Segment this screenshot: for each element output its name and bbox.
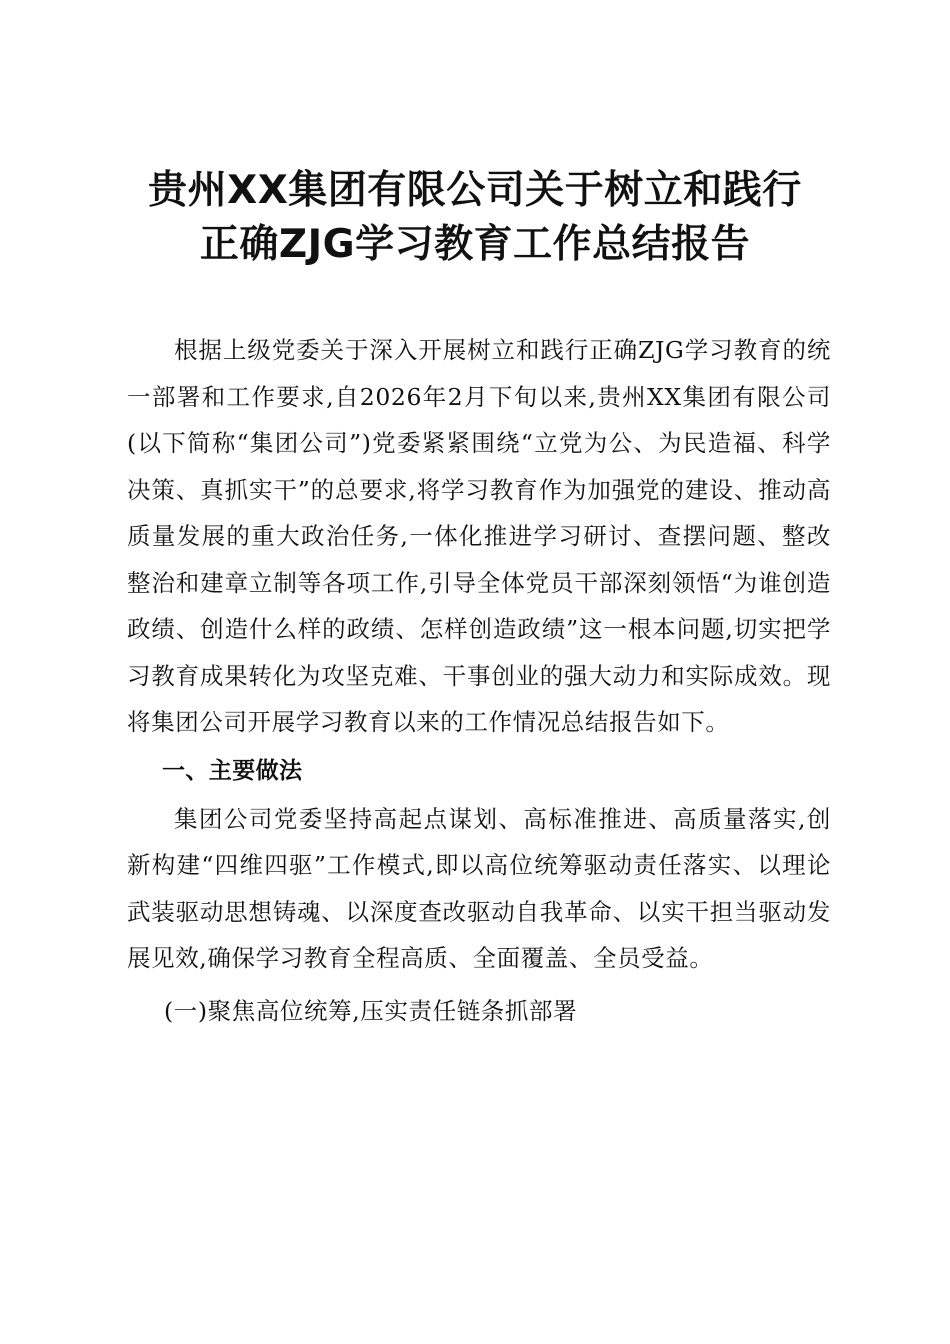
document-title [110, 164, 840, 272]
subsection-heading: (一)聚焦高位统筹,压实责任链条抓部署 [164, 996, 578, 1025]
section-heading-main-practices: 一、主要做法 [162, 757, 303, 784]
document-body [127, 327, 831, 1040]
title-line-2: 正确ZJG学习教育工作总结报告 [199, 222, 751, 267]
section-paragraph: 集团公司党委坚持高起点谋划、高标准推进、高质量落实,创新构建“四维四驱”工作模式,即以高位统筹驱动责任落实、以理论武装驱动思想铸魂、以深度查改驱动自我革命、以实干担当驱动发展见效,确保学习教育全程高质、全面覆盖、全员受益。 [127, 804, 831, 972]
title-line-1: 贵州XX集团有限公司关于树立和践行 [148, 168, 802, 213]
intro-paragraph: 根据上级党委关于深入开展树立和践行正确ZJG学习教育的统一部署和工作要求,自2026年2月下旬以来,贵州XX集团有限公司(以下简称“集团公司”)党委紧紧围绕“立党为公、为民造福、科学决策、真抓实干”的总要求,将学习教育作为加强党的建设、推动高质量发展的重大政治任务,一体化推进学习研讨、查摆问题、整改整治和建章立制等各项工作,引导全体党员干部深刻领悟“为谁创造政绩、创造什么样的政绩、怎样创造政绩”这一根本问题,切实把学习教育成果转化为攻坚克难、干事创业的强大动力和实际成效。现将集团公司开展学习教育以来的工作情况总结报告如下。 [127, 336, 831, 736]
